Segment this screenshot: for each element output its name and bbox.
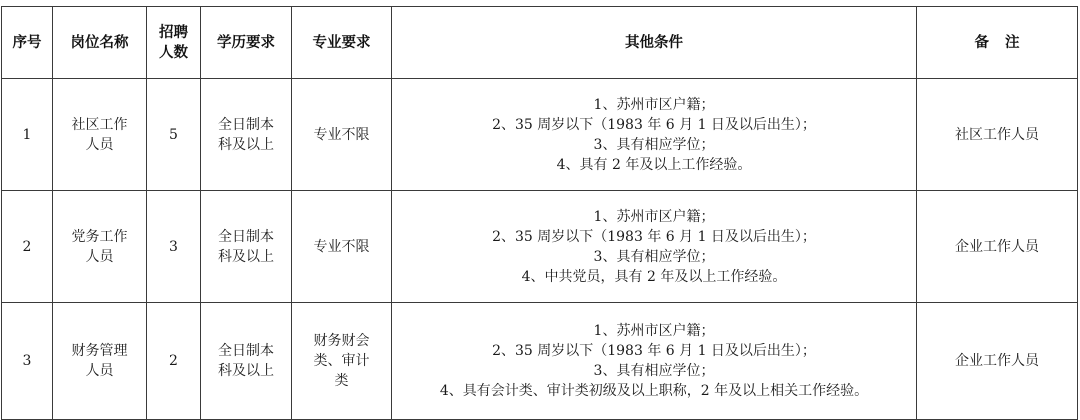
condition-line: 3、具有相应学位； bbox=[593, 248, 715, 265]
cell-major bbox=[292, 79, 392, 191]
cell-education bbox=[201, 191, 292, 303]
header-remark bbox=[917, 7, 1078, 79]
position-text: 党务工作人员 bbox=[71, 228, 128, 265]
cell-remark: 社区工作人员 bbox=[917, 79, 1078, 191]
header-position: 岗位名称 bbox=[53, 7, 147, 79]
education-text: 全日制本科及以上 bbox=[218, 228, 274, 265]
cell-seq: 2 bbox=[2, 191, 53, 303]
header-education: 学历要求 bbox=[201, 7, 292, 79]
table-row bbox=[2, 303, 1078, 420]
position-text: 财务管理人员 bbox=[71, 343, 128, 379]
condition-line: 1、苏州市区户籍； bbox=[593, 323, 715, 339]
cell-remark: 企业工作人员 bbox=[917, 191, 1078, 303]
cell-count: 3 bbox=[147, 191, 201, 303]
condition-line: 2、35 周岁以下（1983 年 6 月 1 日及以后出生）； bbox=[492, 116, 816, 133]
cell-remark: 企业工作人员 bbox=[917, 303, 1078, 420]
cell-conditions bbox=[392, 303, 917, 420]
condition-line: 2、35 周岁以下（1983 年 6 月 1 日及以后出生）； bbox=[492, 343, 816, 359]
header-row bbox=[2, 7, 1078, 79]
position-text: 社区工作人员 bbox=[71, 116, 128, 153]
cell-position bbox=[53, 79, 147, 191]
recruitment-table bbox=[1, 6, 1078, 420]
cell-education bbox=[201, 303, 292, 420]
major-text: 财务财会类、审计类 bbox=[313, 333, 370, 389]
header-major: 专业要求 bbox=[292, 7, 392, 79]
table-header bbox=[2, 7, 1078, 79]
major-text: 专业不限 bbox=[313, 126, 370, 143]
condition-line: 2、35 周岁以下（1983 年 6 月 1 日及以后出生）； bbox=[492, 228, 816, 245]
table-row bbox=[2, 191, 1078, 303]
cell-major bbox=[292, 303, 392, 420]
cell-conditions bbox=[392, 191, 917, 303]
cell-education bbox=[201, 79, 292, 191]
education-text: 全日制本科及以上 bbox=[218, 343, 274, 379]
major-text: 专业不限 bbox=[313, 238, 370, 255]
cell-count: 2 bbox=[147, 303, 201, 420]
header-remark-label: 备注 bbox=[974, 34, 1036, 51]
table-row bbox=[2, 79, 1078, 191]
cell-seq: 1 bbox=[2, 79, 53, 191]
condition-line: 4、中共党员，具有 2 年及以上工作经验。 bbox=[521, 268, 787, 285]
condition-line: 4、具有会计类、审计类初级及以上职称，2 年及以上相关工作经验。 bbox=[439, 383, 869, 399]
cell-major bbox=[292, 191, 392, 303]
condition-line: 4、具有 2 年及以上工作经验。 bbox=[556, 156, 752, 173]
table-body bbox=[2, 79, 1078, 420]
cell-position bbox=[53, 191, 147, 303]
cell-conditions bbox=[392, 79, 917, 191]
header-count bbox=[147, 7, 201, 79]
cell-seq: 3 bbox=[2, 303, 53, 420]
condition-line: 1、苏州市区户籍； bbox=[593, 96, 715, 113]
condition-line: 3、具有相应学位； bbox=[593, 136, 715, 153]
condition-line: 1、苏州市区户籍； bbox=[593, 208, 715, 225]
header-seq: 序号 bbox=[2, 7, 53, 79]
education-text: 全日制本科及以上 bbox=[218, 116, 274, 153]
header-other-conditions: 其他条件 bbox=[392, 7, 917, 79]
cell-position bbox=[53, 303, 147, 420]
header-count-label: 招聘 人数 bbox=[159, 24, 188, 61]
condition-line: 3、具有相应学位； bbox=[593, 363, 715, 379]
cell-count: 5 bbox=[147, 79, 201, 191]
